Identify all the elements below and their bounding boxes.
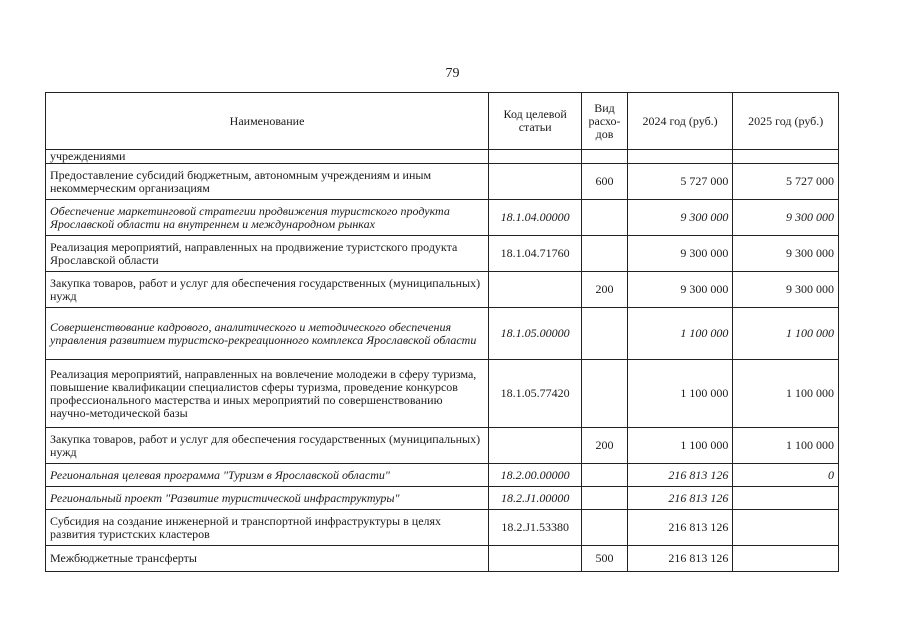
amount-2024-cell: 9 300 000 <box>627 272 733 308</box>
table-row <box>46 428 839 464</box>
type-cell <box>582 464 628 487</box>
table-row <box>46 360 839 428</box>
amount-2025-cell <box>733 150 839 164</box>
name-cell: Обеспечение маркетинговой стратегии продвижения туристского продукта Ярославской области на внутреннем и международном рынках <box>46 200 489 236</box>
amount-2024-cell: 9 300 000 <box>627 200 733 236</box>
code-cell: 18.1.05.00000 <box>489 308 582 360</box>
name-cell: Межбюджетные трансферты <box>46 546 489 572</box>
type-cell <box>582 200 628 236</box>
type-cell <box>582 308 628 360</box>
table-row <box>46 464 839 487</box>
table-row <box>46 236 839 272</box>
amount-2025-cell: 9 300 000 <box>733 200 839 236</box>
code-cell <box>489 428 582 464</box>
type-cell <box>582 510 628 546</box>
amount-2024-cell: 216 813 126 <box>627 487 733 510</box>
code-cell: 18.1.04.00000 <box>489 200 582 236</box>
name-cell: Закупка товаров, работ и услуг для обеспечения государственных (муниципальных) нужд <box>46 272 489 308</box>
amount-2024-cell: 216 813 126 <box>627 546 733 572</box>
name-cell: Закупка товаров, работ и услуг для обеспечения государственных (муниципальных) нужд <box>46 428 489 464</box>
table-body <box>46 150 839 572</box>
table-row <box>46 150 839 164</box>
table-row <box>46 510 839 546</box>
amount-2025-cell <box>733 546 839 572</box>
amount-2024-cell: 1 100 000 <box>627 308 733 360</box>
type-cell: 500 <box>582 546 628 572</box>
name-cell: учреждениями <box>46 150 489 164</box>
amount-2025-cell: 9 300 000 <box>733 236 839 272</box>
code-cell: 18.2.J1.00000 <box>489 487 582 510</box>
type-cell: 200 <box>582 428 628 464</box>
amount-2025-cell <box>733 510 839 546</box>
type-cell <box>582 487 628 510</box>
amount-2025-cell: 0 <box>733 464 839 487</box>
amount-2024-cell: 1 100 000 <box>627 360 733 428</box>
amount-2025-cell: 1 100 000 <box>733 308 839 360</box>
code-cell <box>489 546 582 572</box>
type-cell <box>582 360 628 428</box>
type-cell: 200 <box>582 272 628 308</box>
code-cell <box>489 164 582 200</box>
amount-2025-cell <box>733 487 839 510</box>
code-cell: 18.1.05.77420 <box>489 360 582 428</box>
name-cell: Реализация мероприятий, направленных на вовлечение молодежи в сферу туризма, повышение квалификации специалистов сферы туризма, проведение конкурсов профессионального мастерства и иных мероприятий по совершенствованию научно-методической базы <box>46 360 489 428</box>
amount-2025-cell: 1 100 000 <box>733 360 839 428</box>
header-type: Вид расхо-дов <box>582 93 628 150</box>
amount-2024-cell: 216 813 126 <box>627 464 733 487</box>
table-row <box>46 200 839 236</box>
code-cell <box>489 272 582 308</box>
type-cell <box>582 150 628 164</box>
amount-2024-cell: 5 727 000 <box>627 164 733 200</box>
header-code: Код целевой статьи <box>489 93 582 150</box>
name-cell: Совершенствование кадрового, аналитического и методического обеспечения управления развитием туристско-рекреационного комплекса Ярославской области <box>46 308 489 360</box>
amount-2024-cell: 216 813 126 <box>627 510 733 546</box>
amount-2025-cell: 1 100 000 <box>733 428 839 464</box>
name-cell: Реализация мероприятий, направленных на продвижение туристского продукта Ярославской области <box>46 236 489 272</box>
header-2025: 2025 год (руб.) <box>733 93 839 150</box>
header-name: Наименование <box>46 93 489 150</box>
name-cell: Региональный проект "Развитие туристической инфраструктуры" <box>46 487 489 510</box>
amount-2024-cell: 1 100 000 <box>627 428 733 464</box>
type-cell: 600 <box>582 164 628 200</box>
table-row <box>46 487 839 510</box>
header-row <box>46 93 839 150</box>
header-2024: 2024 год (руб.) <box>627 93 733 150</box>
name-cell: Субсидия на создание инженерной и транспортной инфраструктуры в целях развития туристских кластеров <box>46 510 489 546</box>
amount-2024-cell <box>627 150 733 164</box>
table-row <box>46 272 839 308</box>
amount-2024-cell: 9 300 000 <box>627 236 733 272</box>
amount-2025-cell: 5 727 000 <box>733 164 839 200</box>
page-number: 79 <box>445 66 460 81</box>
code-cell: 18.2.J1.53380 <box>489 510 582 546</box>
budget-table <box>45 92 839 572</box>
amount-2025-cell: 9 300 000 <box>733 272 839 308</box>
code-cell: 18.1.04.71760 <box>489 236 582 272</box>
table-row <box>46 308 839 360</box>
table-row <box>46 546 839 572</box>
code-cell: 18.2.00.00000 <box>489 464 582 487</box>
code-cell <box>489 150 582 164</box>
name-cell: Региональная целевая программа "Туризм в Ярославской области" <box>46 464 489 487</box>
name-cell: Предоставление субсидий бюджетным, автономным учреждениям и иным некоммерческим организациям <box>46 164 489 200</box>
table-row <box>46 164 839 200</box>
type-cell <box>582 236 628 272</box>
